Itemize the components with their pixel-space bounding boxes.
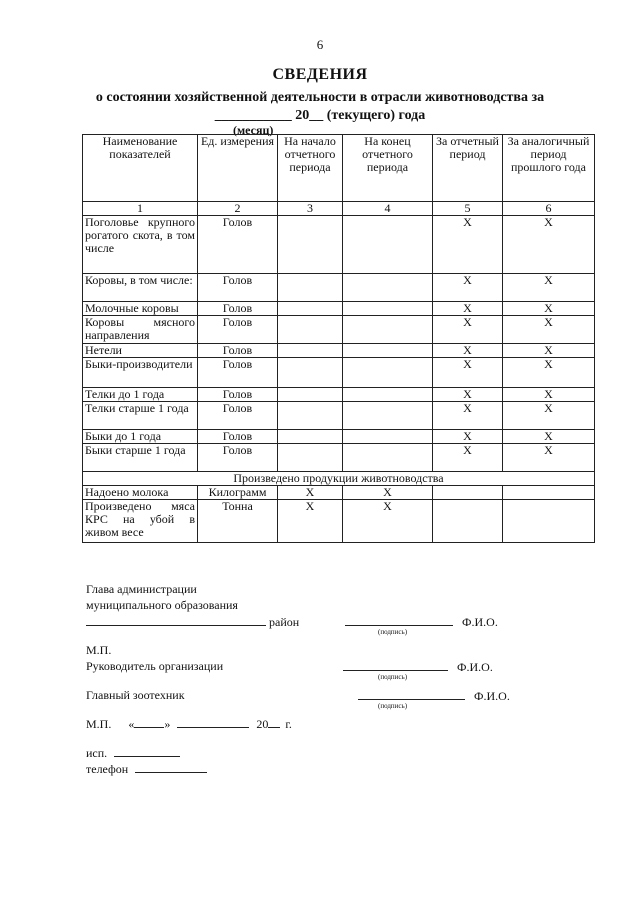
row-name: Быки до 1 года bbox=[83, 430, 198, 444]
cell-report: X bbox=[433, 302, 503, 316]
head-signature-caption: (подпись) bbox=[378, 628, 408, 636]
document-title: СВЕДЕНИЯ bbox=[272, 66, 368, 83]
cell-begin[interactable] bbox=[278, 430, 343, 444]
head-title-line2: муниципального образования bbox=[86, 598, 238, 612]
row-name: Телки до 1 года bbox=[83, 388, 198, 402]
document-subtitle: о состоянии хозяйственной деятельности в отрасли животноводства за bbox=[95, 90, 545, 105]
cell-begin[interactable] bbox=[278, 274, 343, 302]
column-number-row bbox=[83, 202, 595, 216]
cell-report: X bbox=[433, 444, 503, 472]
cell-begin[interactable] bbox=[278, 344, 343, 358]
cell-prev: X bbox=[503, 216, 595, 274]
date-stamp-label: М.П. bbox=[86, 717, 112, 731]
page-number: 6 bbox=[316, 37, 324, 52]
cell-begin[interactable] bbox=[278, 302, 343, 316]
executor-blank[interactable] bbox=[114, 745, 180, 757]
header-row bbox=[83, 135, 595, 202]
cell-prev: X bbox=[503, 358, 595, 388]
zootech-label: Главный зоотехник bbox=[86, 688, 185, 702]
livestock-table bbox=[82, 134, 595, 543]
cell-report[interactable] bbox=[433, 486, 503, 500]
cell-begin: X bbox=[278, 486, 343, 500]
cell-report: X bbox=[433, 402, 503, 430]
table-row bbox=[83, 430, 595, 444]
row-unit: Голов bbox=[198, 216, 278, 274]
col-number: 5 bbox=[433, 202, 503, 216]
cell-begin[interactable] bbox=[278, 444, 343, 472]
row-name: Быки-производители bbox=[83, 358, 198, 388]
row-name: Коровы, в том числе: bbox=[83, 274, 198, 302]
cell-prev[interactable] bbox=[503, 486, 595, 500]
date-quote-close: » bbox=[164, 717, 171, 731]
section-title: Произведено продукции животноводства bbox=[83, 472, 595, 486]
row-name: Коровы мясного направления bbox=[83, 316, 198, 344]
date-quote-open: « bbox=[128, 717, 135, 731]
row-unit: Голов bbox=[198, 402, 278, 430]
row-name: Быки старше 1 года bbox=[83, 444, 198, 472]
col-number: 6 bbox=[503, 202, 595, 216]
section-header-row bbox=[83, 472, 595, 486]
cell-prev: X bbox=[503, 344, 595, 358]
head-signature-blank[interactable] bbox=[345, 614, 453, 626]
cell-prev: X bbox=[503, 302, 595, 316]
cell-end[interactable] bbox=[343, 430, 433, 444]
col-header-unit: Ед. измерения bbox=[198, 135, 278, 202]
phone-line bbox=[86, 761, 207, 777]
cell-prev[interactable] bbox=[503, 500, 595, 543]
cell-report: X bbox=[433, 358, 503, 388]
cell-begin[interactable] bbox=[278, 358, 343, 388]
cell-begin[interactable] bbox=[278, 216, 343, 274]
row-unit: Голов bbox=[198, 302, 278, 316]
row-unit: Килограмм bbox=[198, 486, 278, 500]
cell-end[interactable] bbox=[343, 274, 433, 302]
cell-prev: X bbox=[503, 444, 595, 472]
table-row bbox=[83, 486, 595, 500]
cell-end[interactable] bbox=[343, 388, 433, 402]
cell-report: X bbox=[433, 388, 503, 402]
row-name: Молочные коровы bbox=[83, 302, 198, 316]
row-name: Надоено молока bbox=[83, 486, 198, 500]
date-line bbox=[86, 716, 292, 732]
table-row bbox=[83, 388, 595, 402]
cell-end[interactable] bbox=[343, 444, 433, 472]
row-unit: Голов bbox=[198, 444, 278, 472]
cell-prev: X bbox=[503, 402, 595, 430]
table-row bbox=[83, 358, 595, 388]
cell-end[interactable] bbox=[343, 216, 433, 274]
district-field bbox=[86, 614, 299, 630]
cell-prev: X bbox=[503, 274, 595, 302]
row-name: Произведено мяса КРС на убой в живом весе bbox=[83, 500, 198, 543]
col-number: 1 bbox=[83, 202, 198, 216]
cell-begin[interactable] bbox=[278, 402, 343, 430]
cell-begin[interactable] bbox=[278, 316, 343, 344]
cell-end[interactable] bbox=[343, 402, 433, 430]
phone-label: телефон bbox=[86, 762, 129, 776]
col-number: 3 bbox=[278, 202, 343, 216]
col-header-end: На конец отчетного периода bbox=[343, 135, 433, 202]
cell-end[interactable] bbox=[343, 302, 433, 316]
head-fio: Ф.И.О. bbox=[462, 615, 498, 629]
col-number: 2 bbox=[198, 202, 278, 216]
document-period: ___________ 20__ (текущего) года bbox=[214, 108, 426, 123]
date-month-blank[interactable] bbox=[177, 716, 249, 728]
table-row bbox=[83, 444, 595, 472]
row-unit: Голов bbox=[198, 388, 278, 402]
head-title-line1: Глава администрации bbox=[86, 582, 197, 596]
table-row bbox=[83, 274, 595, 302]
cell-report: X bbox=[433, 316, 503, 344]
date-year-blank[interactable] bbox=[268, 716, 280, 728]
cell-begin: X bbox=[278, 500, 343, 543]
cell-prev: X bbox=[503, 388, 595, 402]
zootech-signature-blank[interactable] bbox=[358, 688, 465, 700]
executor-line bbox=[86, 745, 180, 761]
cell-end[interactable] bbox=[343, 358, 433, 388]
org-head-signature-caption: (подпись) bbox=[378, 673, 408, 681]
org-head-signature-blank[interactable] bbox=[343, 659, 448, 671]
cell-end[interactable] bbox=[343, 344, 433, 358]
cell-prev: X bbox=[503, 316, 595, 344]
cell-report: X bbox=[433, 344, 503, 358]
row-unit: Голов bbox=[198, 344, 278, 358]
date-year-suffix: г. bbox=[285, 717, 292, 731]
cell-end: X bbox=[343, 486, 433, 500]
date-day-blank[interactable] bbox=[134, 716, 164, 728]
col-header-prev: За аналогичный период прошлого года bbox=[503, 135, 595, 202]
cell-begin[interactable] bbox=[278, 388, 343, 402]
table-row bbox=[83, 216, 595, 274]
cell-end[interactable] bbox=[343, 316, 433, 344]
zootech-fio: Ф.И.О. bbox=[474, 689, 510, 703]
executor-label: исп. bbox=[86, 746, 108, 760]
zootech-signature-caption: (подпись) bbox=[378, 702, 408, 710]
cell-report: X bbox=[433, 274, 503, 302]
org-head-label: Руководитель организации bbox=[86, 659, 224, 673]
date-year-prefix: 20 bbox=[256, 717, 269, 731]
row-unit: Голов bbox=[198, 316, 278, 344]
row-unit: Голов bbox=[198, 430, 278, 444]
district-blank[interactable] bbox=[86, 614, 266, 626]
row-name: Поголовье крупного рогатого скота, в том числе bbox=[83, 216, 198, 274]
table-row bbox=[83, 302, 595, 316]
cell-report: X bbox=[433, 216, 503, 274]
head-signature bbox=[345, 614, 498, 630]
org-head-signature bbox=[343, 659, 493, 675]
table-row bbox=[83, 500, 595, 543]
col-number: 4 bbox=[343, 202, 433, 216]
row-unit: Тонна bbox=[198, 500, 278, 543]
col-header-begin: На начало отчетного периода bbox=[278, 135, 343, 202]
row-unit: Голов bbox=[198, 358, 278, 388]
table-row bbox=[83, 402, 595, 430]
table-row bbox=[83, 316, 595, 344]
col-header-report: За отчетный период bbox=[433, 135, 503, 202]
row-unit: Голов bbox=[198, 274, 278, 302]
district-label: район bbox=[269, 615, 300, 629]
phone-blank[interactable] bbox=[135, 761, 207, 773]
org-head-fio: Ф.И.О. bbox=[457, 660, 493, 674]
cell-report: X bbox=[433, 430, 503, 444]
cell-end: X bbox=[343, 500, 433, 543]
cell-prev: X bbox=[503, 430, 595, 444]
col-header-name: Наименование показателей bbox=[83, 135, 198, 202]
row-name: Телки старше 1 года bbox=[83, 402, 198, 430]
cell-report[interactable] bbox=[433, 500, 503, 543]
row-name: Нетели bbox=[83, 344, 198, 358]
stamp-label: М.П. bbox=[86, 643, 112, 657]
month-caption: (месяц) bbox=[233, 123, 274, 137]
table-row bbox=[83, 344, 595, 358]
